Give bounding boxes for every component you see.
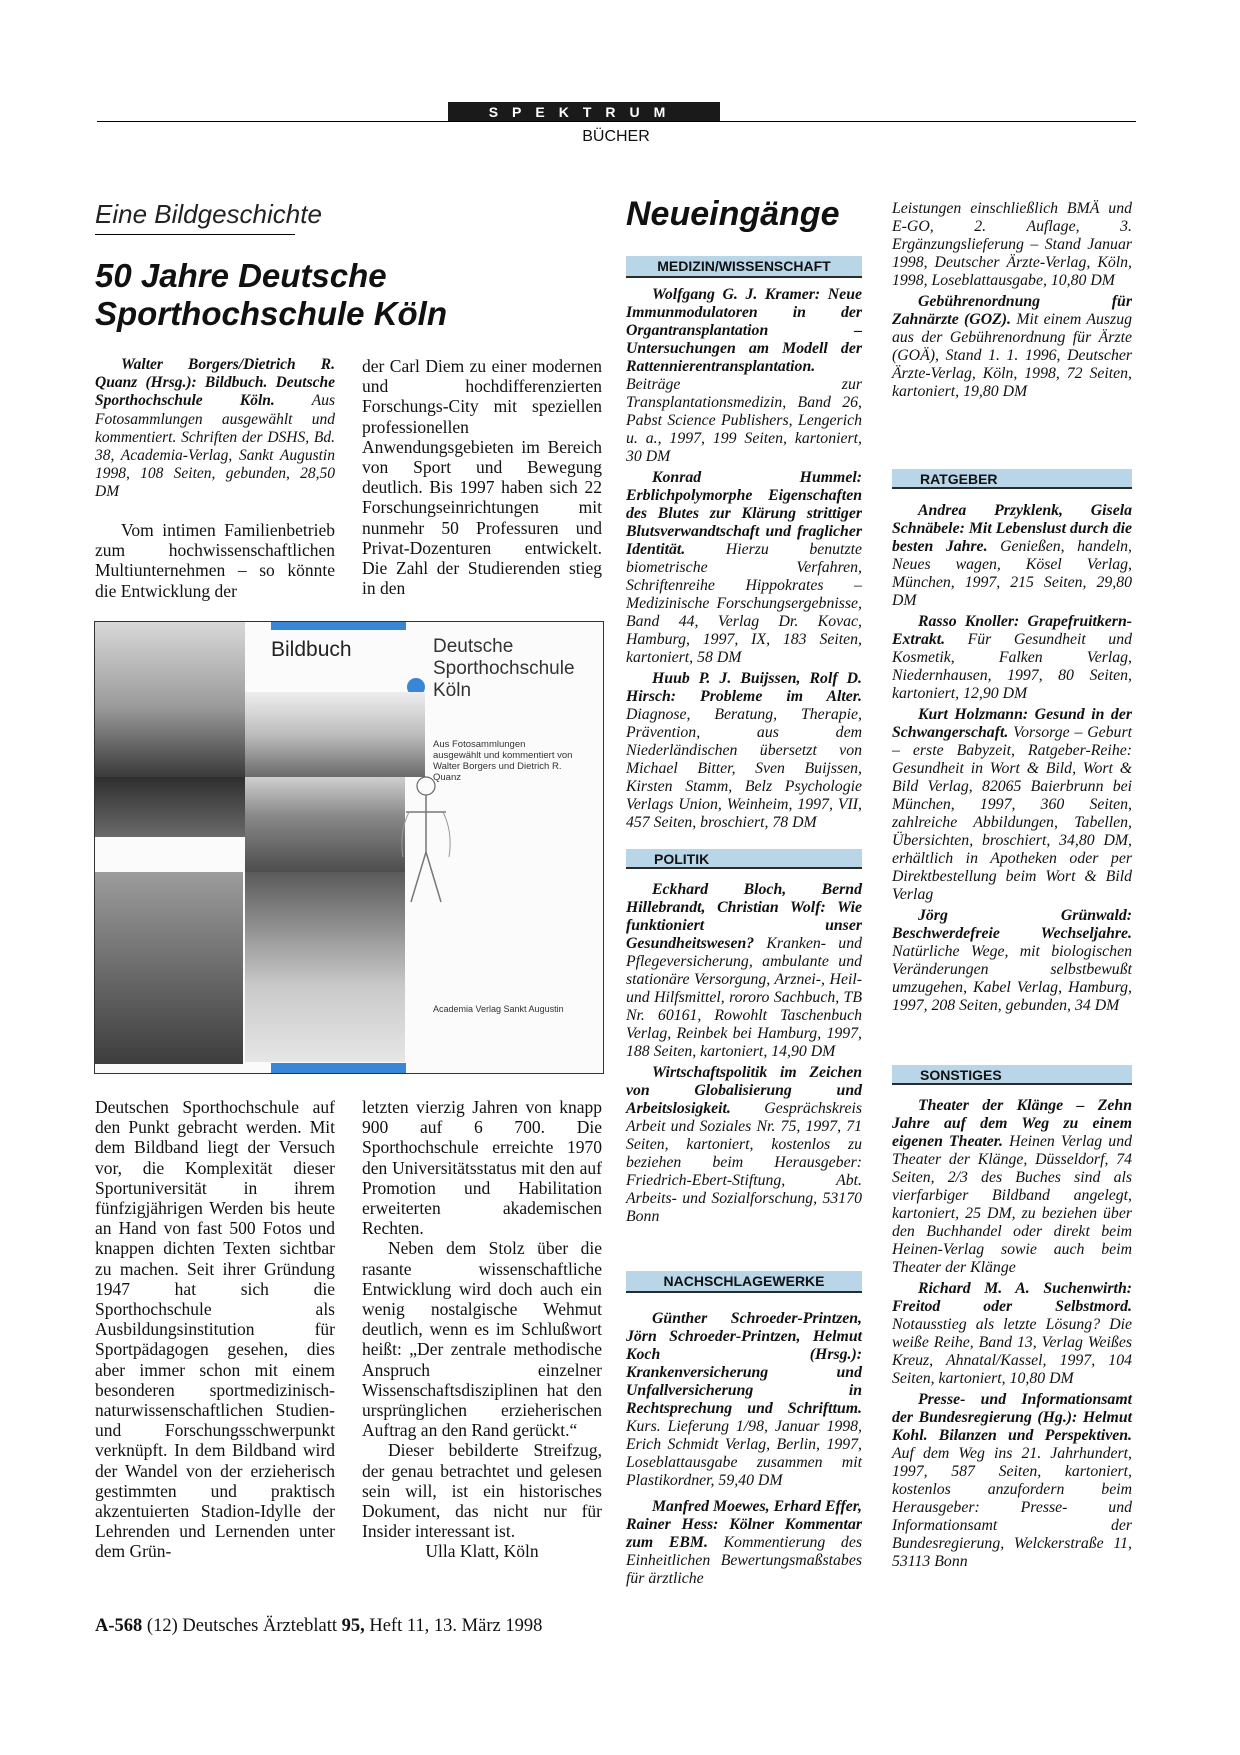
cover-photo-runners bbox=[245, 777, 405, 872]
cover-accent-top bbox=[271, 622, 406, 630]
article-kicker: Eine Bildgeschichte bbox=[95, 199, 322, 229]
article-intro bbox=[95, 520, 335, 601]
subsection-label: BÜCHER bbox=[582, 128, 650, 145]
book-entry: Jörg Grünwald: Beschwerdefreie Wechseljahre. Natürliche Wege, mit biologischen Veränderungen selbstbewußt umzugehen, Kabel Verlag, Hamburg, 1997, 208 Seiten, gebunden, 34 DM bbox=[892, 907, 1132, 1014]
section-header-ratgeber: RATGEBER bbox=[892, 469, 1132, 489]
book-entry: Eckhard Bloch, Bernd Hillebrandt, Christian Wolf: Wie funktioniert unser Gesundheitswesen? Kranken- und Pflegeversicherung, ambulante und stationäre Versorgung, Arznei-, Heil- und Hilfsmittel, rororo Sachbuch, TB Nr. 60161, Rowohlt Taschenbuch Verlag, Reinbek bei Hamburg, 1997, 188 Seiten, kartoniert, 14,90 DM bbox=[626, 881, 862, 1060]
book-entry: Huub P. J. Buijssen, Rolf D. Hirsch: Probleme im Alter. Diagnose, Beratung, Therapie, Prävention, aus dem Niederländischen übersetzt von Michael Bitter, Sven Buijssen, Kirsten Stamm, Belz Psychologie Verlags Union, Weinheim, 1997, VII, 457 Seiten, broschiert, 78 DM bbox=[626, 670, 862, 831]
article-column-1-bottom bbox=[95, 1097, 335, 1562]
new-arrivals-title: Neueingänge bbox=[626, 195, 840, 233]
cover-photo-lab bbox=[245, 872, 405, 1062]
article-paragraph: Neben dem Stolz über die rasante wissenschaftliche Entwicklung wird doch auch ein wenig nostalgische Wehmut deutlich, wenn es im Schlußwort heißt: „Der zentrale methodische Anspruch einzelner Wissenschaftsdisziplinen hat den ursprünglichen erzieherischen Auftrag an den Rand gerückt.“ bbox=[362, 1238, 602, 1441]
cover-bildbuch-label: Bildbuch bbox=[271, 638, 352, 661]
book-entry: Presse- und Informationsamt der Bundesregierung (Hg.): Helmut Kohl. Bilanzen und Perspektiven. Auf dem Weg ins 21. Jahrhundert, 1997, 587 Seiten, kartoniert, kostenlos anzufordern beim Herausgeber: Presse- und Informationsamt der Bundesregierung, Welckerstraße 11, 53113 Bonn bbox=[892, 1391, 1132, 1570]
header-rule bbox=[97, 121, 1136, 122]
cover-title: Deutsche Sporthochschule Köln bbox=[433, 636, 575, 701]
cover-photo-group bbox=[95, 622, 245, 777]
book-entry: Wolfgang G. J. Kramer: Neue Immunmodulatoren in der Organtransplantation – Untersuchungen am Modell der Rattennierentransplantation. Beiträge zur Transplantationsmedizin, Band 26, Pabst Science Publishers, Lengerich u. a., 1997, 199 Seiten, kartoniert, 30 DM bbox=[626, 286, 862, 465]
book-entry: Gebührenordnung für Zahnärzte (GOZ). Mit einem Auszug aus der Gebührenordnung für Ärzte (GOÄ), Stand 1. 1. 1996, Deutscher Ärzte-Verlag, Köln, 1998, 72 Seiten, kartoniert, 19,80 DM bbox=[892, 293, 1132, 400]
book-entry: Andrea Przyklenk, Gisela Schnäbele: Mit Lebenslust durch die besten Jahre. Genießen, handeln, Neues wagen, Kösel Verlag, München, 1997, 215 Seiten, 29,80 DM bbox=[892, 502, 1132, 609]
book-reference bbox=[95, 356, 335, 502]
book-entry: Günther Schroeder-Printzen, Jörn Schroeder-Printzen, Helmut Koch (Hrsg.): Krankenversicherung und Unfallversicherung in Rechtsprechung und Schrifttum. Kurs. Lieferung 1/98, Januar 1998, Erich Schmidt Verlag, Berlin, 1997, Loseblattausgabe zusammen mit Plastikordner, 59,40 DM bbox=[626, 1310, 862, 1489]
book-list-ratgeber bbox=[892, 502, 1132, 1018]
page-number: A-568 bbox=[95, 1616, 143, 1636]
book-cover-image bbox=[94, 621, 604, 1074]
cover-accent-bottom bbox=[271, 1063, 406, 1073]
book-list-sonstiges bbox=[892, 1097, 1132, 1574]
article-paragraph: Vom intimen Familienbetrieb zum hochwissenschaftlichen Multiunternehmen – so könnte die Entwicklung der bbox=[95, 520, 335, 601]
section-banner: SPEKTRUM bbox=[448, 102, 720, 122]
cover-publisher: Academia Verlag Sankt Augustin bbox=[433, 1004, 564, 1014]
book-entry: Rasso Knoller: Grapefruitkern-Extrakt. Für Gesundheit und Kosmetik, Falken Verlag, Niedernhausen, 1997, 80 Seiten, kartoniert, 12,90 DM bbox=[892, 613, 1132, 702]
article-paragraph: der Carl Diem zu einer modernen und hochdifferenzierten Forschungs-City mit speziellen professionellen Anwendungsgebieten im Bereich von Sport und Bewegung deutlich. Bis 1997 haben sich 22 Forschungseinrichtungen mit nunmehr 50 Professuren und Privat-Dozenturen entwickelt. Die Zahl der Studierenden stieg in den bbox=[362, 356, 602, 599]
article-title-line1: 50 Jahre Deutsche bbox=[95, 257, 387, 294]
book-entry: Konrad Hummel: Erblichpolymorphe Eigenschaften des Blutes zur Klärung strittiger Blutsverwandtschaft und fraglicher Identität. Hierzu benutzte biometrische Verfahren, Schriftenreihe Hippokrates – Medizinische Forschungsergebnisse, Band 44, Verlag Dr. Kovac, Hamburg, 1997, IX, 183 Seiten, kartoniert, 58 DM bbox=[626, 469, 862, 666]
article-column-2-top bbox=[362, 356, 602, 598]
book-reference-title: Walter Borgers/Dietrich R. Quanz (Hrsg.): Bildbuch. Deutsche Sporthochschule Köln. bbox=[95, 356, 335, 410]
book-entry: Kurt Holzmann: Gesund in der Schwangerschaft. Vorsorge – Geburt – erste Babyzeit, Ratgeber-Reihe: Gesundheit in Wort & Bild, Wort & Bild Verlag, 82065 Baierbrunn bei München, 1997, 360 Seiten, zahlreiche Abbildungen, Tabellen, Übersichten, broschiert, 34,80 DM, erhältlich in Apotheken oder per Direktbestellung beim Wort & Bild Verlag bbox=[892, 706, 1132, 903]
author-signature: Ulla Klatt, Köln bbox=[425, 1541, 539, 1562]
article-paragraph: letzten vierzig Jahren von knapp 900 auf 6 700. Die Sporthochschule erreichte 1970 den Universitätsstatus mit den auf Promotion und Habilitation erweiterten akademischen Rechten. bbox=[362, 1097, 602, 1239]
journal-issue: Heft 11, 13. März 1998 bbox=[364, 1616, 543, 1636]
cover-photo-crowd bbox=[95, 872, 243, 1064]
article-paragraph: Dieser bebilderte Streifzug, der genau betrachtet und gelesen sein will, ist ein historisches Dokument, das nicht nur für Insider interessant ist. bbox=[362, 1440, 602, 1542]
book-entry: Richard M. A. Suchenwirth: Freitod oder Selbstmord. Notausstieg als letzte Lösung? Die weiße Reihe, Band 13, Verlag Weißes Kreuz, Ahnatal/Kassel, 1997, 104 Seiten, kartoniert, 10,80 DM bbox=[892, 1280, 1132, 1387]
book-entry: Manfred Moewes, Erhard Effer, Rainer Hess: Kölner Kommentar zum EBM. Kommentierung des Einheitlichen Bewertungsmaßstabes für ärztliche bbox=[626, 1498, 862, 1587]
cover-photo-building bbox=[245, 692, 425, 777]
kicker-rule bbox=[95, 234, 295, 235]
book-list-politik bbox=[626, 881, 862, 1229]
article-title bbox=[95, 257, 535, 333]
book-entry: Theater der Klänge – Zehn Jahre auf dem Weg zu einem eigenen Theater. Heinen Verlag und Theater der Klänge, Düsseldorf, 74 Seiten, 2/3 des Buches sind als vierfarbiger Bildband angelegt, kartoniert, 25 DM, zu beziehen über den Buchhandel oder direkt beim Heinen-Verlag sowie auch beim Theater der Klänge bbox=[892, 1097, 1133, 1276]
section-header-medizin: MEDIZIN/WISSENSCHAFT bbox=[626, 256, 862, 278]
journal-name: (12) Deutsches Ärzteblatt bbox=[142, 1616, 342, 1636]
book-reference-details: Aus Fotosammlungen ausgewählt und kommentiert. Schriften der DSHS, Bd. 38, Academia-Verlag, Sankt Augustin 1998, 108 Seiten, gebunden, 28,50 DM bbox=[95, 392, 335, 501]
section-header-sonstiges: SONSTIGES bbox=[892, 1065, 1132, 1085]
section-header-politik: POLITIK bbox=[626, 849, 862, 869]
cover-anatomy-drawing bbox=[391, 772, 461, 912]
book-list-continued bbox=[892, 200, 1132, 404]
article-title-line2: Sporthochschule Köln bbox=[95, 295, 448, 332]
page-footer bbox=[95, 1616, 542, 1637]
book-list-medizin bbox=[626, 286, 862, 835]
book-entry-continued: Leistungen einschließlich BMÄ und E-GO, 2. Auflage, 3. Ergänzungslieferung – Stand Januar 1998, Deutscher Ärzte-Verlag, Köln, 1998, Loseblattausgabe, 10,80 DM bbox=[892, 200, 1132, 289]
section-header-nachschlagewerke: NACHSCHLAGEWERKE bbox=[626, 1271, 862, 1293]
journal-volume: 95, bbox=[341, 1616, 365, 1636]
cover-photo-class bbox=[95, 777, 245, 837]
book-list-nachschlagewerke bbox=[626, 1310, 862, 1591]
article-paragraph: Deutschen Sporthochschule auf den Punkt gebracht werden. Mit dem Bildband liegt der Versuch vor, die Komplexität dieser Sportuniversität in ihrem fünfzigjährigen Werden bis heute an Hand von fast 500 Fotos und knappen dichten Texten sichtbar zu machen. Seit ihrer Gründung 1947 hat sich die Sporthochschule als Ausbildungsinstitution für Sportpädagogen gesehen, dies aber immer schon mit einem besonderen sportmedizinisch-naturwissenschaftlichen Studien- und Forschungsschwerpunkt verknüpft. In dem Bildband wird der Wandel von der erzieherisch gestimmten und praktisch akzentuierten Stadion-Idylle der Lehrenden und Lernenden unter dem Grün- bbox=[95, 1097, 335, 1562]
book-entry: Wirtschaftspolitik im Zeichen von Globalisierung und Arbeitslosigkeit. Gesprächskreis Arbeit und Soziales Nr. 75, 1997, 71 Seiten, kartoniert, kostenlos zu beziehen beim Herausgeber: Friedrich-Ebert-Stiftung, Abt. Arbeits- und Sozialforschung, 53170 Bonn bbox=[626, 1064, 862, 1225]
cover-subtitle: Aus Fotosammlungen ausgewählt und kommentiert von Walter Borgers und Dietrich R. Quanz bbox=[433, 739, 573, 783]
article-column-2-bottom bbox=[362, 1097, 602, 1562]
